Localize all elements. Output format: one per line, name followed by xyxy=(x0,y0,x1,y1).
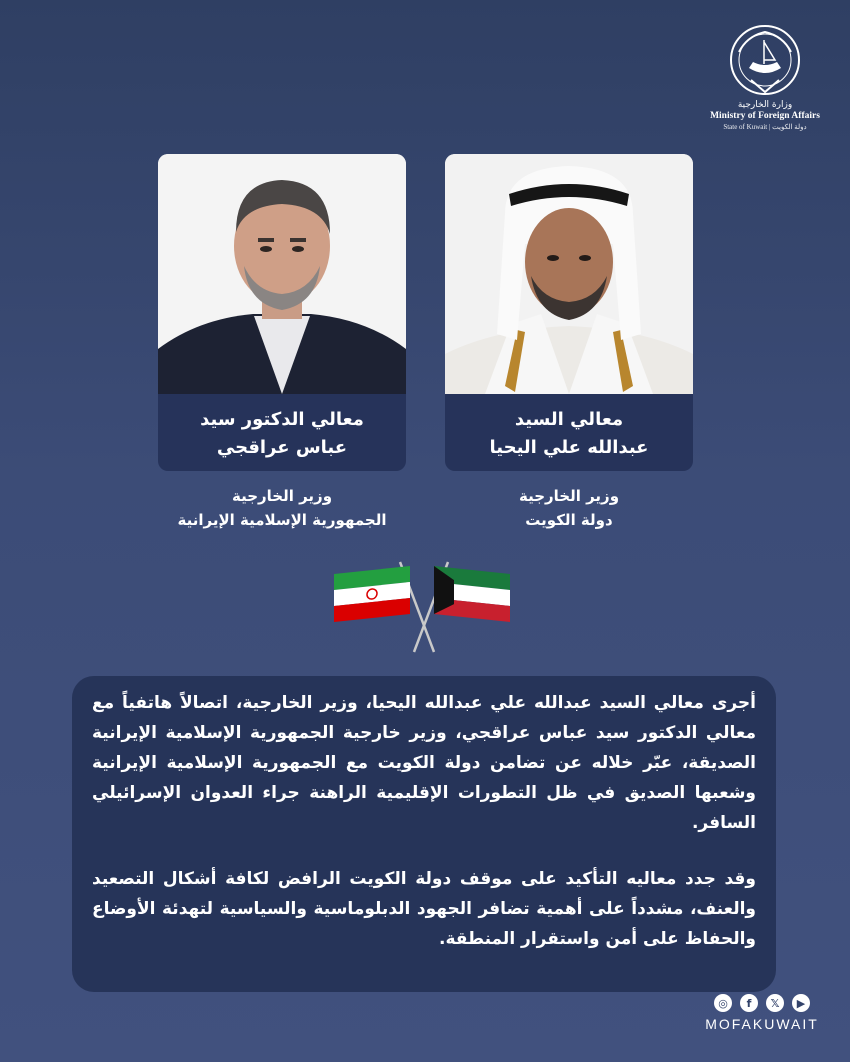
kuwait-role-line1: وزير الخارجية xyxy=(518,487,620,505)
logo-arabic-text: وزارة الخارجية xyxy=(737,100,793,110)
iran-minister-role xyxy=(158,484,406,532)
kuwait-minister-name xyxy=(445,394,693,471)
iran-role-line1: وزير الخارجية xyxy=(231,487,333,505)
kuwait-role-line2: دولة الكويت xyxy=(525,511,613,529)
facebook-icon[interactable]: f xyxy=(740,994,758,1012)
social-icons xyxy=(698,994,826,1012)
iran-flag-icon xyxy=(334,566,410,622)
ministry-logo xyxy=(700,22,830,152)
x-icon[interactable]: 𝕏 xyxy=(766,994,784,1012)
iran-role-line2: الجمهورية الإسلامية الإيرانية xyxy=(177,511,387,529)
iran-minister-card xyxy=(158,154,406,471)
kuwait-minister-role xyxy=(445,484,693,532)
crossed-flags xyxy=(330,558,520,658)
logo-state-ar: دولة الكويت xyxy=(772,123,807,131)
kuwait-emblem-icon xyxy=(727,22,803,98)
youtube-icon[interactable]: ▶ xyxy=(792,994,810,1012)
kuwait-minister-photo xyxy=(445,154,693,394)
kuwait-flag-icon xyxy=(434,566,510,622)
iran-minister-name-line1: معالي الدكتور سيد xyxy=(200,409,364,430)
iran-minister-photo xyxy=(158,154,406,394)
logo-english-text: Ministry of Foreign Affairs xyxy=(710,111,820,121)
iran-minister-name-line2: عباس عراقجي xyxy=(216,437,348,458)
kuwait-minister-card xyxy=(445,154,693,471)
logo-state-en: State of Kuwait xyxy=(723,123,768,131)
logo-state-line xyxy=(700,123,830,131)
statement-paragraph-2: وقد جدد معاليه التأكيد على موقف دولة الكويت الرافض لكافة أشكال التصعيد والعنف، مشدداً على أهمية تضافر الجهود الدبلوماسية والسياسية لتهدئة الأوضاع والحفاظ على أمن واستقرار المنطقة. xyxy=(92,869,756,949)
kuwait-minister-name-line2: عبدالله علي اليحيا xyxy=(489,437,649,458)
statement-paragraph-1: أجرى معالي السيد عبدالله علي عبدالله اليحيا، وزير الخارجية، اتصالاً هاتفياً مع معالي الدكتور سيد عباس عراقجي، وزير خارجية الجمهورية الإسلامية الإيرانية الصديقة، عبّر خلاله عن تضامن دولة الكويت مع الجمهورية الإسلامية الإيرانية وشعبها الصديق في ظل التطورات الإقليمية الراهنة جراء العدوان الإسرائيلي السافر. xyxy=(92,693,756,833)
instagram-icon[interactable]: ◎ xyxy=(714,994,732,1012)
social-footer xyxy=(698,994,826,1032)
logo-separator: | xyxy=(769,123,771,131)
iran-minister-name xyxy=(158,394,406,471)
kuwait-minister-name-line1: معالي السيد xyxy=(514,409,624,430)
social-handle[interactable]: MOFAKUWAIT xyxy=(705,1016,819,1032)
